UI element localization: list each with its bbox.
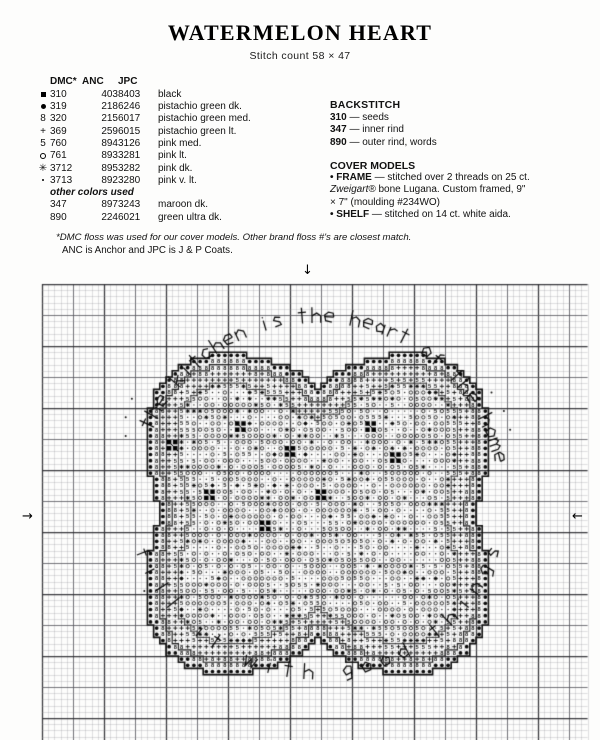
- cover-model-frame-cont2: [330, 197, 592, 209]
- backstitch-list: [330, 112, 592, 149]
- floss-key-row: [36, 126, 251, 138]
- floss-key-row: [36, 113, 251, 125]
- floss-key-header: [36, 76, 251, 89]
- floss-anc: 259: [101, 125, 118, 137]
- floss-color-name: pink dk.: [158, 162, 193, 174]
- backstitch-dash: —: [349, 124, 360, 136]
- backstitch-desc: inner rind: [362, 124, 404, 136]
- floss-anc: 893: [101, 150, 118, 162]
- floss-jpc: 3281: [118, 150, 141, 162]
- stitch-count: Stitch count 58 × 47: [249, 50, 351, 62]
- cover-model-frame: [330, 172, 592, 184]
- floss-anc: 892: [101, 174, 118, 186]
- floss-dmc: 320: [50, 113, 67, 125]
- floss-dmc: 761: [50, 150, 67, 162]
- header-color-name: [158, 76, 251, 89]
- backstitch-desc: outer rind, words: [362, 136, 437, 148]
- floss-jpc: 3280: [118, 174, 141, 186]
- frame-bullet: •: [330, 172, 334, 184]
- floss-color-name: pistachio green med.: [158, 113, 251, 125]
- floss-anc: 895: [101, 162, 118, 174]
- cover-model-frame-cont: [330, 184, 592, 196]
- other-colors-label: other colors used: [50, 187, 134, 199]
- cover-model-shelf: [330, 209, 592, 221]
- floss-jpc: 3126: [118, 137, 141, 149]
- floss-key-row-other: [36, 212, 251, 224]
- stitch-chart: [0, 263, 600, 740]
- floss-color-name: pistachio green lt.: [158, 125, 237, 137]
- floss-color-name: pink med.: [158, 137, 202, 149]
- floss-anc: 218: [101, 101, 118, 113]
- floss-color-name: pistachio green dk.: [158, 101, 242, 113]
- floss-symbol-761-icon: [36, 150, 50, 162]
- page-title: WATERMELON HEART: [167, 20, 433, 45]
- floss-color-name: pink lt.: [158, 150, 187, 162]
- shelf-bullet: •: [330, 208, 334, 220]
- frame-dash: —: [374, 172, 385, 184]
- floss-key-row-other: [36, 199, 251, 211]
- floss-jpc: 6015: [118, 125, 141, 137]
- floss-symbol-310-icon: [36, 89, 50, 101]
- backstitch-line: [330, 112, 592, 124]
- floss-jpc: 6017: [118, 113, 141, 125]
- backstitch-desc: seeds: [362, 112, 389, 123]
- floss-dmc: 369: [50, 125, 67, 137]
- floss-color-name: maroon dk.: [158, 199, 209, 211]
- floss-dmc: 319: [50, 101, 67, 113]
- backstitch-heading: BACKSTITCH: [330, 99, 401, 111]
- frame-brand: Zweigart®: [330, 184, 376, 196]
- backstitch-line: [330, 137, 592, 149]
- floss-anc: 224: [101, 211, 118, 223]
- floss-symbol-320-icon: 8: [40, 113, 46, 125]
- center-arrow-right: ←: [572, 509, 583, 524]
- floss-key-row: [36, 138, 251, 150]
- floss-key-body: [36, 89, 251, 224]
- floss-jpc: 3282: [118, 162, 141, 174]
- backstitch-code: 347: [330, 124, 347, 136]
- floss-jpc: 6021: [118, 211, 141, 223]
- floss-anc: 894: [101, 137, 118, 149]
- floss-jpc: 8403: [118, 88, 141, 100]
- cover-models-heading: COVER MODELS: [330, 160, 416, 173]
- floss-key-row: [36, 175, 251, 187]
- floss-anc: 897: [101, 199, 118, 211]
- frame-label: FRAME: [336, 172, 372, 184]
- backstitch-code: 890: [330, 136, 347, 148]
- floss-dmc: 890: [50, 211, 67, 223]
- footnote-dmc: *DMC floss was used for our cover models. Other brand floss #'s are closest match.: [56, 232, 412, 243]
- header-anc: ANC: [82, 76, 104, 87]
- right-column: [330, 99, 592, 221]
- floss-key-row: [36, 101, 251, 113]
- floss-key-table: [36, 76, 251, 224]
- frame-text-2: bone Lugana. Custom framed, 9": [378, 184, 526, 196]
- backstitch-code: 310: [330, 112, 347, 123]
- backstitch-line: [330, 124, 592, 136]
- floss-key-row: [36, 150, 251, 162]
- floss-color-name: black: [158, 88, 182, 100]
- floss-color-name: pink v. lt.: [158, 174, 197, 186]
- center-arrow-top: ↓: [302, 263, 313, 278]
- other-colors-heading-row: [36, 187, 251, 199]
- floss-symbol-3712-icon: ✳: [38, 162, 48, 174]
- frame-text-1: stitched over 2 threads on 25 ct.: [387, 172, 530, 184]
- backstitch-dash: —: [349, 112, 360, 123]
- floss-dmc: 347: [50, 199, 67, 211]
- floss-symbol-760-icon: 5: [40, 137, 46, 149]
- floss-symbol-369-icon: +: [40, 125, 46, 137]
- header-dmc: DMC*: [50, 76, 77, 87]
- floss-key-row: [36, 89, 251, 101]
- frame-text-3: × 7" (moulding #234WO): [330, 196, 440, 208]
- floss-dmc: 3712: [50, 162, 73, 174]
- backstitch-dash: —: [349, 136, 360, 148]
- floss-dmc: 310: [50, 88, 67, 100]
- floss-dmc: 3713: [50, 174, 73, 186]
- header-symbol: [36, 76, 50, 89]
- shelf-dash: —: [371, 208, 382, 220]
- floss-key: [36, 76, 251, 224]
- chart-grid-canvas: [0, 263, 600, 740]
- floss-jpc: 6246: [118, 101, 141, 113]
- header-jpc: JPC: [118, 76, 138, 87]
- floss-anc: 215: [101, 113, 118, 125]
- shelf-text: stitched on 14 ct. white aida.: [384, 208, 511, 220]
- floss-symbol-319-icon: [36, 101, 50, 113]
- floss-color-name: green ultra dk.: [158, 211, 222, 223]
- floss-dmc: 760: [50, 137, 67, 149]
- floss-jpc: 3243: [118, 199, 141, 211]
- floss-symbol-3713-icon: [36, 175, 50, 187]
- floss-anc: 403: [101, 88, 118, 100]
- shelf-label: SHELF: [336, 208, 370, 220]
- floss-key-row: [36, 163, 251, 175]
- footnote-abbrev: ANC is Anchor and JPC is J & P Coats.: [62, 245, 233, 256]
- center-arrow-left: →: [22, 509, 33, 524]
